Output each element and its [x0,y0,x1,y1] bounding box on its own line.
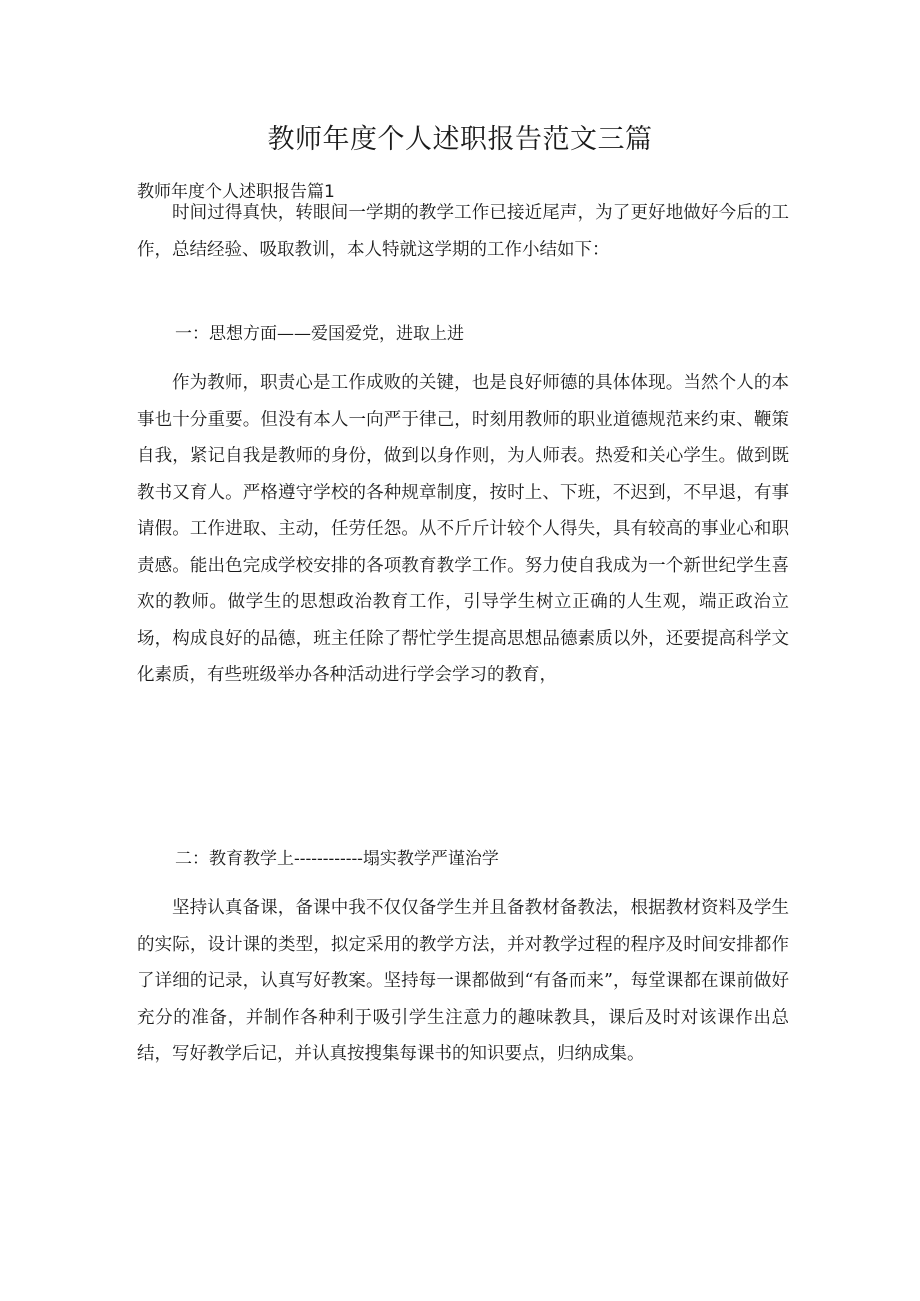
section2-paragraph: 坚持认真备课，备课中我不仅仅备学生并且备教材备教法，根据教材资料及学生的实际，设计课的类型，拟定采用的教学方法，并对教学过程的程序及时间安排都作了详细的记录，认真写好教案。坚持每一课都做到“有备而来”，每堂课都在课前做好充分的准备，并制作各种利于吸引学生注意力的趣味教具，课后及时对该课作出总结，写好教学后记，并认真按搜集每课书的知识要点，归纳成集。 [137,898,789,1064]
intro-paragraph: 时间过得真快，转眼间一学期的教学工作已接近尾声，为了更好地做好今后的工作，总结经验、吸取教训，本人特就这学期的工作小结如下： [137,203,789,260]
document-title: 教师年度个人述职报告范文三篇 [267,124,653,155]
document-subtitle: 教师年度个人述职报告篇1 [137,182,335,202]
section2-heading: 二：教育教学上------------塌实教学严谨治学 [175,849,499,869]
section1-heading: 一：思想方面——爱国爱党，进取上进 [175,324,464,344]
section1-paragraph: 作为教师，职责心是工作成败的关键，也是良好师德的具体体现。当然个人的本事也十分重要。但没有本人一向严于律己，时刻用教师的职业道德规范来约束、鞭策自我，紧记自我是教师的身份，做到以身作则，为人师表。热爱和关心学生。做到既教书又育人。严格遵守学校的各种规章制度，按时上、下班，不迟到，不早退，有事请假。工作进取、主动，任劳任怨。从不斤斤计较个人得失，具有较高的事业心和职责感。能出色完成学校安排的各项教育教学工作。努力使自我成为一个新世纪学生喜欢的教师。做学生的思想政治教育工作，引导学生树立正确的人生观，端正政治立场，构成良好的品德，班主任除了帮忙学生提高思想品德素质以外，还要提高科学文化素质，有些班级举办各种活动进行学会学习的教育， [137,373,789,685]
